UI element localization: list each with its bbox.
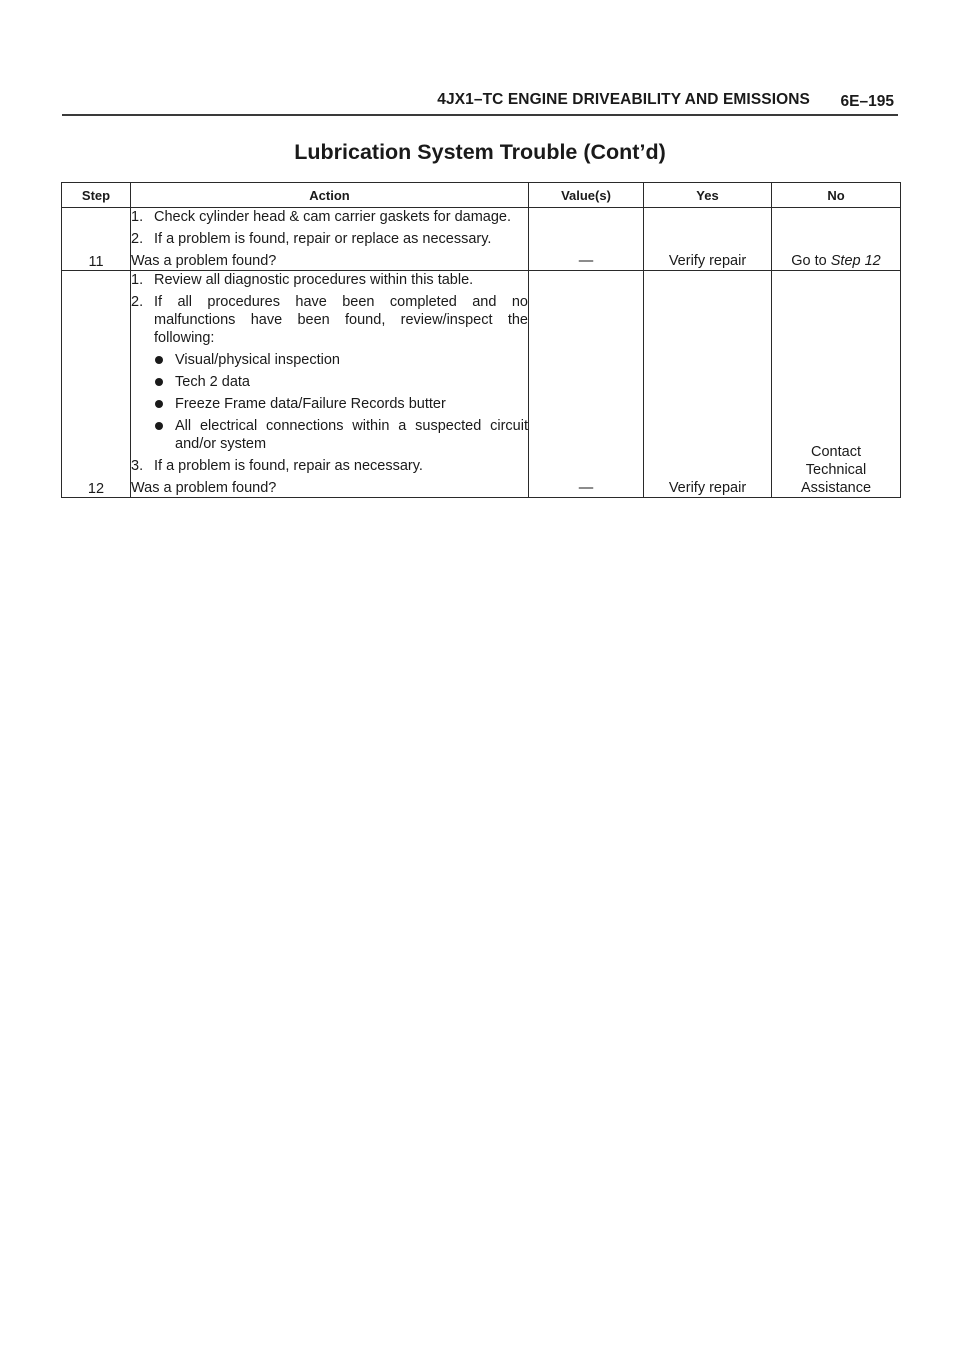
action-item — [131, 208, 528, 226]
no-line: Contact — [811, 444, 861, 460]
action-cell — [131, 208, 529, 271]
item-text: If a problem is found, repair or replace as necessary. — [154, 231, 492, 247]
page-number: 6E–195 — [840, 93, 894, 110]
column-header-yes: Yes — [644, 183, 772, 208]
action-item — [131, 271, 528, 289]
page-header — [62, 88, 898, 116]
bullet-item — [153, 373, 528, 391]
no-cell — [772, 208, 901, 271]
column-header-step: Step — [62, 183, 131, 208]
bullet-icon — [153, 395, 167, 413]
no-prefix: Go to — [791, 253, 831, 269]
no-line: Assistance — [800, 480, 872, 496]
no-line: Technical — [805, 462, 867, 478]
bullet-text: All electrical connections within a suspected circuit and/or system — [175, 418, 528, 452]
bullet-text: Tech 2 data — [175, 374, 250, 390]
yes-cell: Verify repair — [644, 208, 772, 271]
bullet-icon — [153, 417, 167, 453]
bullet-icon — [153, 373, 167, 391]
section-title: 4JX1–TC ENGINE DRIVEABILITY AND EMISSIONS — [437, 91, 810, 108]
step-number: 11 — [62, 208, 131, 271]
action-cell — [131, 271, 529, 498]
step-number: 12 — [62, 271, 131, 498]
step-reference: Step 12 — [830, 253, 881, 269]
action-item — [131, 293, 528, 347]
bullet-text: Freeze Frame data/Failure Records butter — [175, 396, 446, 412]
item-number: 2. — [131, 294, 144, 310]
action-item — [131, 457, 528, 475]
item-text: Review all diagnostic procedures within this table. — [154, 272, 474, 288]
item-text: Check cylinder head & cam carrier gaskets for damage. — [154, 209, 512, 225]
bullet-item — [153, 351, 528, 369]
action-question: Was a problem found? — [131, 253, 277, 269]
bullet-item — [153, 417, 528, 453]
item-number: 2. — [131, 231, 144, 247]
table-row-step-12 — [62, 271, 901, 498]
value-cell: — — [529, 271, 644, 498]
page-title: Lubrication System Trouble (Cont’d) — [294, 140, 666, 164]
action-question: Was a problem found? — [131, 480, 277, 496]
bullet-item — [153, 395, 528, 413]
table-header-row — [62, 183, 901, 208]
yes-cell: Verify repair — [644, 271, 772, 498]
item-text: If a problem is found, repair as necessary. — [154, 458, 423, 474]
item-text: If all procedures have been completed and no malfunctions have been found, review/inspect the following: — [154, 294, 528, 346]
bullet-icon — [153, 351, 167, 369]
bullet-text: Visual/physical inspection — [175, 352, 340, 368]
item-number: 1. — [131, 209, 144, 225]
value-cell: — — [529, 208, 644, 271]
item-number: 1. — [131, 272, 144, 288]
no-cell — [772, 271, 901, 498]
table-row-step-11 — [62, 208, 901, 271]
item-number: 3. — [131, 458, 144, 474]
action-item — [131, 230, 528, 248]
column-header-values: Value(s) — [529, 183, 644, 208]
column-header-action: Action — [131, 183, 529, 208]
diagnostic-table — [61, 182, 901, 498]
column-header-no: No — [772, 183, 901, 208]
